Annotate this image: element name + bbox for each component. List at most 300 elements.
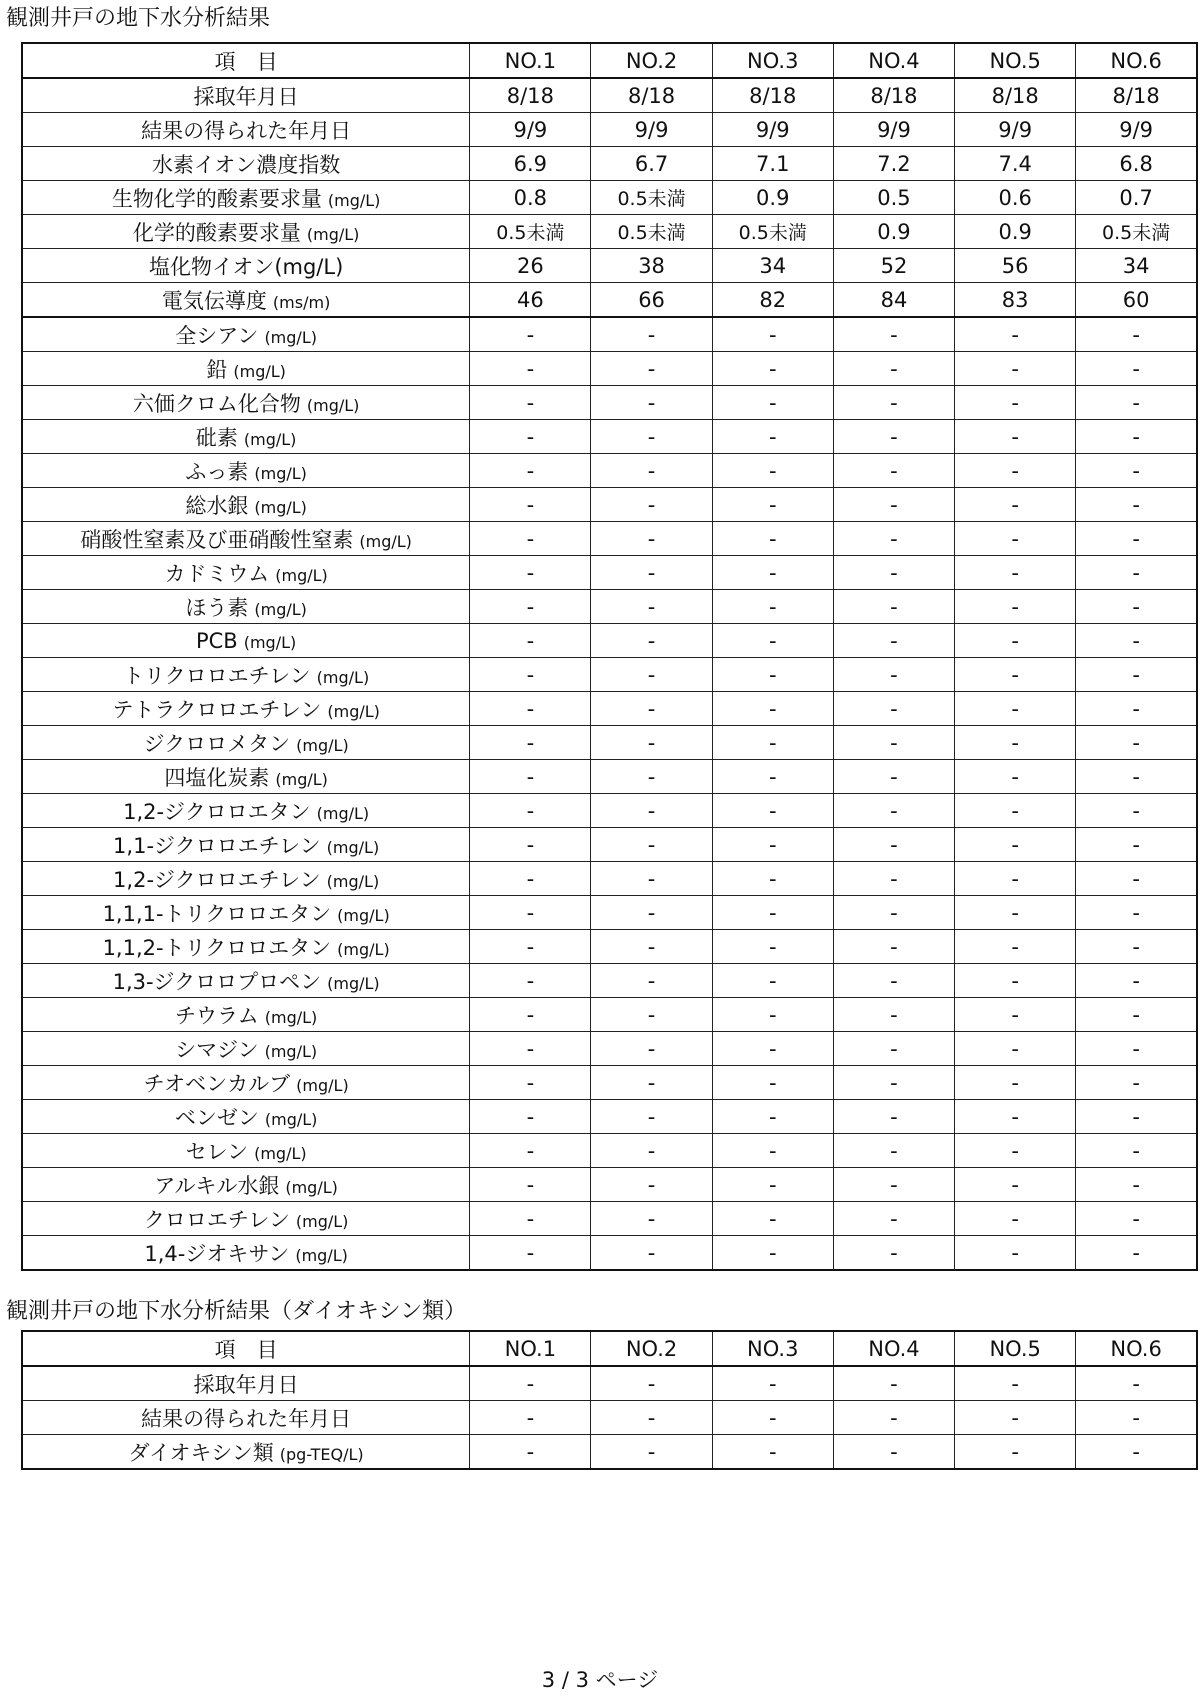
value-cell: - <box>470 556 591 590</box>
value-cell: - <box>1076 1168 1197 1202</box>
value-cell: - <box>955 1066 1076 1100</box>
row-label <box>22 1134 470 1168</box>
value-cell: - <box>712 522 833 556</box>
value-cell: - <box>712 998 833 1032</box>
value-cell: 8/18 <box>833 78 954 113</box>
row-unit: (mg/L) <box>337 939 390 959</box>
dioxin-section-title: 観測井戸の地下水分析結果（ダイオキシン類） <box>6 1299 467 1324</box>
row-unit: (mg/L) <box>316 667 370 687</box>
value-cell: - <box>712 1202 833 1236</box>
value-cell: - <box>833 317 954 352</box>
value-cell: - <box>470 386 591 420</box>
value-cell: 0.6 <box>955 181 1076 215</box>
value-cell: - <box>591 1435 712 1470</box>
value-cell: - <box>955 1100 1076 1134</box>
row-label <box>22 352 470 386</box>
value-cell: - <box>833 1134 954 1168</box>
value-cell: - <box>1076 794 1197 828</box>
value-cell: - <box>591 1168 712 1202</box>
value-cell: - <box>1076 1435 1197 1470</box>
row-label-text: アルキル水銀 <box>154 1173 280 1198</box>
value-cell: - <box>833 658 954 692</box>
row-label-text: 1,4-ジオキサン <box>144 1241 290 1266</box>
value-cell: - <box>470 590 591 624</box>
value-cell: - <box>1076 692 1197 726</box>
value-cell: - <box>591 1236 712 1271</box>
value-cell: - <box>1076 1236 1197 1271</box>
table-row <box>22 1366 1197 1401</box>
value-cell: 26 <box>470 249 591 283</box>
value-cell: - <box>833 1032 954 1066</box>
row-label-text: チオベンカルブ <box>143 1071 291 1096</box>
row-label-text: 1,1,2-トリクロロエタン <box>102 935 332 960</box>
value-cell: 8/18 <box>1076 78 1197 113</box>
value-cell: - <box>712 828 833 862</box>
value-cell: - <box>470 1236 591 1271</box>
value-cell: - <box>955 658 1076 692</box>
table-row <box>22 215 1197 249</box>
value-cell: 34 <box>712 249 833 283</box>
row-label <box>22 1032 470 1066</box>
value-cell: - <box>470 794 591 828</box>
value-cell: - <box>955 556 1076 590</box>
value-cell: - <box>591 692 712 726</box>
row-label <box>22 862 470 896</box>
value-cell: 38 <box>591 249 712 283</box>
row-label <box>22 998 470 1032</box>
row-label-text: カドミウム <box>164 561 270 586</box>
value-cell: - <box>1076 930 1197 964</box>
value-cell: 60 <box>1076 283 1197 318</box>
row-label-text: 六価クロム化合物 <box>132 391 301 416</box>
row-label <box>22 249 470 283</box>
value-cell: - <box>833 760 954 794</box>
row-label-text: 全シアン <box>175 323 259 348</box>
value-cell: 83 <box>955 283 1076 318</box>
header-item: 項 目 <box>22 1331 470 1366</box>
row-label <box>22 794 470 828</box>
row-label <box>22 828 470 862</box>
row-label <box>22 522 470 556</box>
value-cell: - <box>470 1134 591 1168</box>
row-label <box>22 1066 470 1100</box>
row-label <box>22 283 470 318</box>
row-label <box>22 113 470 147</box>
value-cell: 9/9 <box>712 113 833 147</box>
value-cell: - <box>470 760 591 794</box>
table-row <box>22 862 1197 896</box>
groundwater-analysis-table <box>21 42 1198 1271</box>
value-cell: - <box>1076 1032 1197 1066</box>
value-cell: - <box>955 624 1076 658</box>
page-title: 観測井戸の地下水分析結果 <box>6 6 271 31</box>
value-cell: - <box>712 590 833 624</box>
value-cell: - <box>955 1134 1076 1168</box>
table-row <box>22 1435 1197 1470</box>
table-row <box>22 147 1197 181</box>
value-cell: - <box>712 862 833 896</box>
row-label-text: クロロエチレン <box>143 1207 290 1232</box>
row-label-text: ほう素 <box>185 595 249 620</box>
value-cell: - <box>470 624 591 658</box>
table-row <box>22 420 1197 454</box>
row-unit: (mg/L) <box>326 871 380 891</box>
value-cell: 6.8 <box>1076 147 1197 181</box>
value-cell: - <box>470 862 591 896</box>
table-row <box>22 692 1197 726</box>
row-label-text: 採取年月日 <box>193 84 299 109</box>
row-label-text: 生物化学的酸素要求量 <box>111 186 322 211</box>
row-unit: (mg/L) <box>243 429 297 449</box>
value-cell: - <box>1076 386 1197 420</box>
value-cell: - <box>591 556 712 590</box>
value-cell: - <box>833 692 954 726</box>
value-cell: - <box>591 1032 712 1066</box>
table-row <box>22 896 1197 930</box>
header-row <box>22 1331 1197 1366</box>
row-label <box>22 1100 470 1134</box>
header-item: 項 目 <box>22 43 470 78</box>
value-cell: - <box>712 556 833 590</box>
value-cell: - <box>470 930 591 964</box>
row-label-text: チウラム <box>174 1003 259 1028</box>
value-cell: - <box>591 454 712 488</box>
header-row <box>22 43 1197 78</box>
header-well: NO.4 <box>833 43 954 78</box>
table-row <box>22 454 1197 488</box>
value-cell: - <box>833 726 954 760</box>
value-cell: - <box>470 896 591 930</box>
value-cell: - <box>833 420 954 454</box>
value-cell: - <box>1076 317 1197 352</box>
row-label <box>22 556 470 590</box>
value-cell: - <box>591 1366 712 1401</box>
row-unit: (mg/L) <box>275 565 328 585</box>
value-cell: - <box>712 624 833 658</box>
value-cell: - <box>955 998 1076 1032</box>
value-cell: 34 <box>1076 249 1197 283</box>
value-cell: - <box>955 317 1076 352</box>
row-label-text: トリクロロエチレン <box>123 663 311 688</box>
value-cell: - <box>712 352 833 386</box>
row-label <box>22 692 470 726</box>
row-label <box>22 1366 470 1401</box>
value-cell: - <box>833 1236 954 1271</box>
row-label <box>22 896 470 930</box>
value-cell: - <box>470 1366 591 1401</box>
value-cell: 8/18 <box>955 78 1076 113</box>
value-cell: - <box>1076 1066 1197 1100</box>
row-label-text: 1,2-ジクロロエタン <box>123 799 311 824</box>
table-row <box>22 522 1197 556</box>
value-cell: - <box>1076 998 1197 1032</box>
table-row <box>22 794 1197 828</box>
value-cell: - <box>712 726 833 760</box>
row-label-text: セレン <box>185 1139 249 1164</box>
value-cell: - <box>833 624 954 658</box>
value-cell: - <box>833 1366 954 1401</box>
value-cell: - <box>712 420 833 454</box>
value-cell: - <box>591 828 712 862</box>
table-row <box>22 1066 1197 1100</box>
value-cell: - <box>591 624 712 658</box>
header-well: NO.6 <box>1076 1331 1197 1366</box>
value-cell: 52 <box>833 249 954 283</box>
value-cell: - <box>470 964 591 998</box>
value-cell: - <box>712 454 833 488</box>
value-cell: - <box>712 1435 833 1470</box>
row-label <box>22 658 470 692</box>
value-cell: - <box>470 998 591 1032</box>
value-cell: - <box>470 420 591 454</box>
value-cell: - <box>1076 1202 1197 1236</box>
row-unit: (mg/L) <box>264 1109 318 1129</box>
value-cell: 6.9 <box>470 147 591 181</box>
value-cell: 0.9 <box>712 181 833 215</box>
row-label <box>22 215 470 249</box>
header-well: NO.3 <box>712 1331 833 1366</box>
header-well: NO.2 <box>591 43 712 78</box>
value-cell: - <box>833 556 954 590</box>
value-cell: - <box>1076 1134 1197 1168</box>
row-label <box>22 78 470 113</box>
value-cell: - <box>470 726 591 760</box>
value-cell: - <box>955 488 1076 522</box>
value-cell: 7.2 <box>833 147 954 181</box>
dioxin-analysis-table <box>21 1330 1198 1470</box>
value-cell: 9/9 <box>1076 113 1197 147</box>
value-cell: - <box>833 930 954 964</box>
row-label-text: ベンゼン <box>174 1105 259 1130</box>
value-cell: - <box>470 1435 591 1470</box>
value-cell: - <box>470 454 591 488</box>
value-cell: - <box>591 794 712 828</box>
row-label <box>22 964 470 998</box>
value-cell: - <box>470 1401 591 1435</box>
value-cell: - <box>591 1066 712 1100</box>
row-label-text: 1,1-ジクロロエチレン <box>113 833 321 858</box>
table-row <box>22 386 1197 420</box>
value-cell: - <box>591 760 712 794</box>
value-cell: - <box>712 692 833 726</box>
value-cell: - <box>591 998 712 1032</box>
row-label <box>22 624 470 658</box>
value-cell: - <box>955 760 1076 794</box>
value-cell: - <box>833 1401 954 1435</box>
row-unit: (mg/L) <box>254 1143 307 1163</box>
value-cell: - <box>833 1100 954 1134</box>
value-cell: - <box>955 1168 1076 1202</box>
value-cell: - <box>1076 420 1197 454</box>
value-cell: - <box>1076 964 1197 998</box>
value-cell: - <box>591 964 712 998</box>
row-label <box>22 930 470 964</box>
value-cell: - <box>833 964 954 998</box>
value-cell: - <box>470 828 591 862</box>
row-label <box>22 726 470 760</box>
row-label-text: 鉛 <box>206 357 228 382</box>
header-well: NO.1 <box>470 1331 591 1366</box>
row-unit: (mg/L) <box>296 1075 349 1095</box>
row-label-text: 結果の得られた年月日 <box>141 1406 352 1431</box>
row-unit: (ms/m) <box>272 292 331 312</box>
value-cell: 7.4 <box>955 147 1076 181</box>
row-unit: (mg/L) <box>264 1041 318 1061</box>
value-cell: - <box>955 692 1076 726</box>
value-cell: - <box>1076 522 1197 556</box>
value-cell: - <box>712 1032 833 1066</box>
value-cell: - <box>712 930 833 964</box>
row-unit: (mg/L) <box>295 1211 349 1231</box>
value-cell: - <box>955 828 1076 862</box>
header-well: NO.5 <box>955 43 1076 78</box>
value-cell: 0.5未満 <box>591 181 712 215</box>
row-label-text: 1,3-ジクロロプロペン <box>112 969 322 994</box>
value-cell: - <box>712 896 833 930</box>
row-unit: (mg/L) <box>295 1245 348 1265</box>
value-cell: - <box>591 658 712 692</box>
value-cell: - <box>955 386 1076 420</box>
table-row <box>22 1236 1197 1271</box>
row-label-text: 砒素 <box>195 425 238 450</box>
row-label <box>22 317 470 352</box>
value-cell: - <box>833 1202 954 1236</box>
row-unit: (mg/L) <box>285 1177 338 1197</box>
value-cell: - <box>833 1066 954 1100</box>
row-label-text: シマジン <box>175 1037 259 1062</box>
row-label-text: 電気伝導度 <box>161 288 267 313</box>
value-cell: - <box>1076 1366 1197 1401</box>
value-cell: 0.8 <box>470 181 591 215</box>
table-row <box>22 624 1197 658</box>
row-unit: (mg/L) <box>254 497 307 517</box>
value-cell: - <box>1076 828 1197 862</box>
value-cell: - <box>955 896 1076 930</box>
value-cell: - <box>1076 1401 1197 1435</box>
value-cell: 8/18 <box>591 78 712 113</box>
value-cell: 66 <box>591 283 712 318</box>
table-row <box>22 488 1197 522</box>
value-cell: 9/9 <box>833 113 954 147</box>
table-row <box>22 249 1197 283</box>
value-cell: - <box>955 1366 1076 1401</box>
row-unit: (mg/L) <box>327 973 380 993</box>
row-label-text: 塩化物イオン(mg/L) <box>148 254 344 279</box>
value-cell: - <box>591 1100 712 1134</box>
value-cell: 6.7 <box>591 147 712 181</box>
row-unit: (mg/L) <box>326 837 380 857</box>
value-cell: - <box>591 896 712 930</box>
value-cell: - <box>591 386 712 420</box>
row-label-text: 結果の得られた年月日 <box>141 118 352 143</box>
row-label <box>22 590 470 624</box>
row-label <box>22 181 470 215</box>
row-unit: (mg/L) <box>306 224 360 244</box>
row-unit: (mg/L) <box>316 803 370 823</box>
value-cell: - <box>833 828 954 862</box>
row-unit: (mg/L) <box>296 735 349 755</box>
value-cell: - <box>591 317 712 352</box>
page-number: 3 / 3 ページ <box>541 1668 659 1692</box>
value-cell: - <box>591 1401 712 1435</box>
value-cell: - <box>1076 862 1197 896</box>
value-cell: - <box>712 1134 833 1168</box>
value-cell: - <box>470 1100 591 1134</box>
table-row <box>22 1401 1197 1435</box>
row-label <box>22 1236 470 1271</box>
value-cell: - <box>955 454 1076 488</box>
row-unit: (mg/L) <box>264 1007 318 1027</box>
value-cell: - <box>712 1236 833 1271</box>
value-cell: 9/9 <box>591 113 712 147</box>
table-row <box>22 998 1197 1032</box>
value-cell: - <box>470 1066 591 1100</box>
row-unit: (pg-TEQ/L) <box>279 1444 364 1464</box>
row-unit: (mg/L) <box>337 905 390 925</box>
table-row <box>22 283 1197 318</box>
value-cell: - <box>955 420 1076 454</box>
row-label-text: 硝酸性窒素及び亜硝酸性窒素 <box>80 527 354 552</box>
value-cell: 8/18 <box>712 78 833 113</box>
value-cell: 0.7 <box>1076 181 1197 215</box>
value-cell: - <box>1076 1100 1197 1134</box>
row-unit: (mg/L) <box>233 361 286 381</box>
row-unit: (mg/L) <box>306 395 360 415</box>
value-cell: - <box>591 1202 712 1236</box>
table-row <box>22 181 1197 215</box>
table-row <box>22 1168 1197 1202</box>
value-cell: 9/9 <box>470 113 591 147</box>
table-row <box>22 658 1197 692</box>
row-label-text: 1,2-ジクロロエチレン <box>113 867 321 892</box>
value-cell: - <box>1076 556 1197 590</box>
value-cell: - <box>712 760 833 794</box>
header-well: NO.5 <box>955 1331 1076 1366</box>
value-cell: 7.1 <box>712 147 833 181</box>
header-well: NO.3 <box>712 43 833 78</box>
value-cell: - <box>1076 454 1197 488</box>
value-cell: - <box>591 420 712 454</box>
row-label <box>22 1401 470 1435</box>
value-cell: - <box>833 1435 954 1470</box>
value-cell: - <box>712 658 833 692</box>
value-cell: - <box>470 522 591 556</box>
value-cell: - <box>833 590 954 624</box>
value-cell: - <box>712 1168 833 1202</box>
row-unit: (mg/L) <box>327 701 380 721</box>
value-cell: - <box>591 488 712 522</box>
row-label <box>22 760 470 794</box>
value-cell: - <box>712 964 833 998</box>
row-label <box>22 1435 470 1470</box>
table-row <box>22 1032 1197 1066</box>
table-row <box>22 930 1197 964</box>
row-label-text: 化学的酸素要求量 <box>132 220 301 245</box>
table-row <box>22 1100 1197 1134</box>
row-label-text: 採取年月日 <box>193 1372 299 1397</box>
value-cell: - <box>955 1401 1076 1435</box>
header-well: NO.1 <box>470 43 591 78</box>
value-cell: - <box>955 1202 1076 1236</box>
value-cell: - <box>470 1032 591 1066</box>
row-label <box>22 454 470 488</box>
value-cell: 0.5未満 <box>1076 215 1197 249</box>
value-cell: - <box>591 1134 712 1168</box>
row-label-text: ふっ素 <box>185 459 249 484</box>
value-cell: - <box>955 1032 1076 1066</box>
row-label-text: 四塩化炭素 <box>164 765 270 790</box>
table-row <box>22 964 1197 998</box>
